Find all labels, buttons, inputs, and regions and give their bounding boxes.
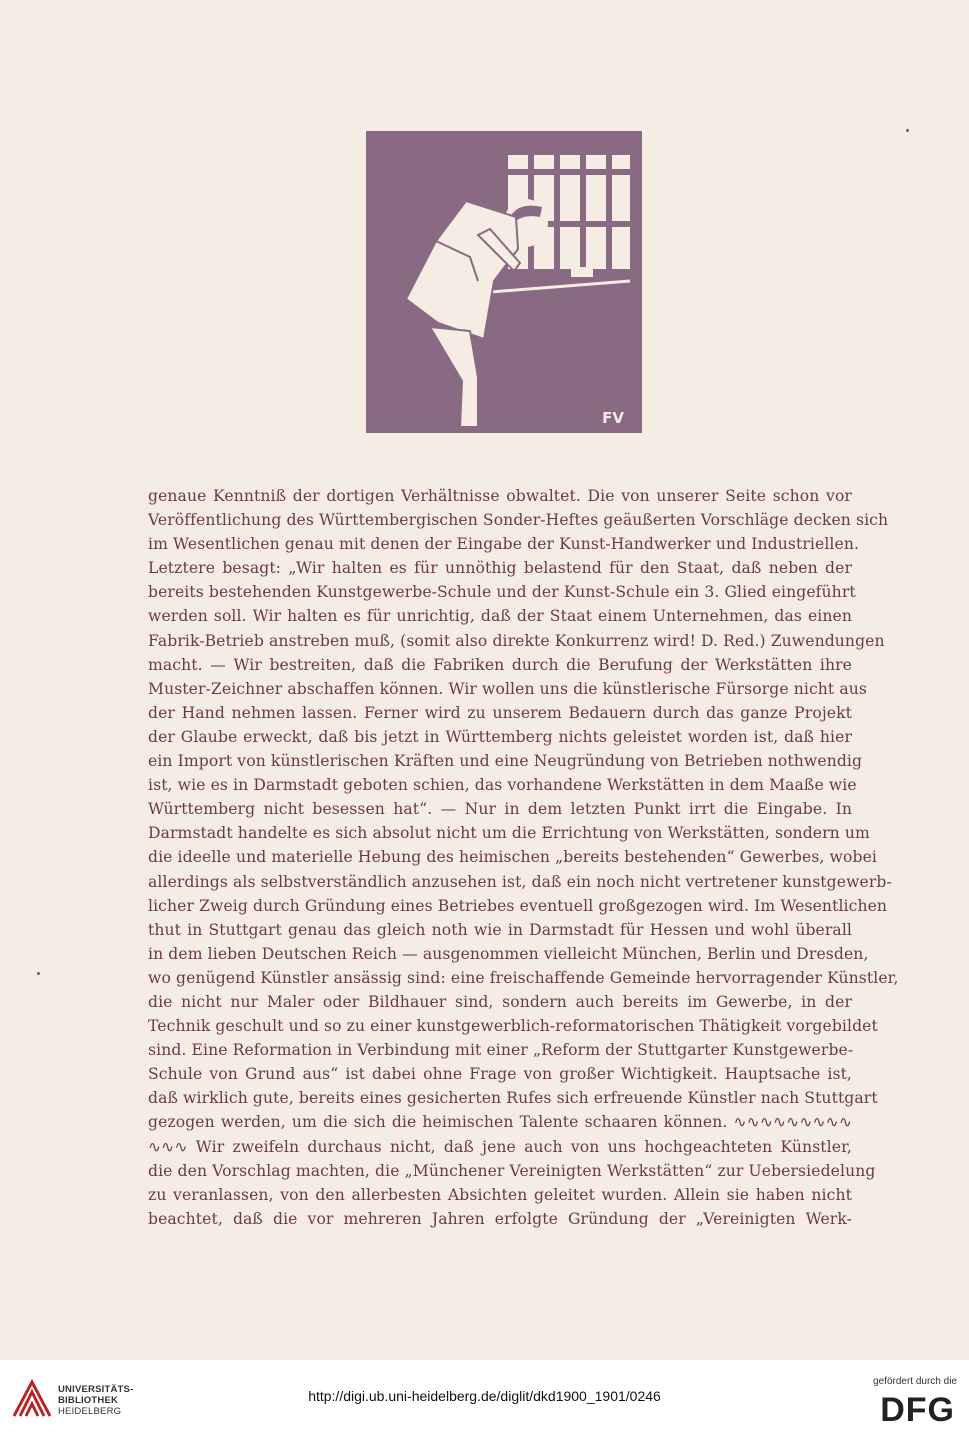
text-line: bereits bestehenden Kunstgewerbe-Schule und der Kunst-Schule ein 3. Glied eingeführt <box>148 583 856 602</box>
text-line: allerdings als selbstverständlich anzusehen ist, daß ein noch nicht vertretener kunstgewerb- <box>148 872 892 891</box>
text-line: die den Vorschlag machten, die „Münchener Vereinigten Werkstätten“ zur Uebersiedelung <box>148 1161 876 1180</box>
text-line: Letztere besagt: „Wir halten es für unnöthig belastend für den Staat, daß neben der <box>148 559 852 578</box>
text-line: zu veranlassen, von den allerbesten Absichten geleitet wurden. Allein sie haben nicht <box>148 1185 852 1204</box>
text-line: wo genügend Künstler ansässig sind: eine freischaffende Gemeinde hervorragender Künstler, <box>148 968 899 987</box>
text-line: sind. Eine Reformation in Verbindung mit einer „Reform der Stuttgarter Kunstgewerbe- <box>148 1041 854 1060</box>
funding-label: gefördert durch die <box>873 1376 957 1387</box>
permalink-url[interactable]: http://digi.ub.uni-heidelberg.de/diglit/dkd1900_1901/0246 <box>308 1388 661 1404</box>
text-line: beachtet, daß die vor mehreren Jahren erfolgte Gründung der „Vereinigten Werk- <box>148 1209 852 1228</box>
text-line: gezogen werden, um die sich die heimischen Talente schaaren können. ∿∿∿∿∿∿∿∿∿ <box>148 1113 852 1132</box>
text-line: in dem lieben Deutschen Reich — ausgenommen vielleicht München, Berlin und Dresden, <box>148 944 869 963</box>
text-line: die nicht nur Maler oder Bildhauer sind, sondern auch bereits im Gewerbe, in der <box>148 992 852 1011</box>
library-line-1: UNIVERSITÄTS- <box>58 1384 134 1395</box>
library-line-2: BIBLIOTHEK <box>58 1395 119 1406</box>
monogram-text: FV <box>602 409 624 427</box>
text-line: ein Import von künstlerischen Kräften und eine Neugründung von Betrieben nothwendig <box>148 752 863 771</box>
text-line: ist, wie es in Darmstadt geboten schien, das vorhandene Werkstätten in dem Maaße wie <box>148 776 857 795</box>
paper-speck <box>906 129 909 132</box>
text-line: die ideelle und materielle Hebung des heimischen „bereits bestehenden“ Gewerbes, wobei <box>148 848 877 867</box>
text-line: werden soll. Wir halten es für unrichtig, daß der Staat einem Unternehmen, das einen <box>148 607 852 626</box>
library-line-3: HEIDELBERG <box>58 1406 122 1417</box>
text-line: der Hand nehmen lassen. Ferner wird zu unserem Bedauern durch das ganze Projekt <box>148 703 852 722</box>
dfg-logo: DFG <box>880 1391 955 1429</box>
text-line: ∿∿∿ Wir zweifeln durchaus nicht, daß jene auch von uns hochgeachteten Künstler, <box>148 1137 852 1156</box>
text-line: Technik geschult und so zu einer kunstgewerblich-reformatorischen Thätigkeit vorgebildet <box>148 1017 878 1036</box>
text-line: im Wesentlichen genau mit denen der Eingabe der Kunst-Handwerker und Industriellen. <box>148 535 860 554</box>
text-line: licher Zweig durch Gründung eines Betriebes eventuell großgezogen wird. Im Wesentlichen <box>148 896 888 915</box>
text-line: Muster-Zeichner abschaffen können. Wir wollen uns die künstlerische Fürsorge nicht aus <box>148 679 867 698</box>
man-at-window-icon <box>366 131 642 433</box>
article-text <box>148 484 899 1231</box>
paper-speck <box>37 972 40 975</box>
text-line: Fabrik-Betrieb anstreben muß, (somit also direkte Konkurrenz wird! D. Red.) Zuwendungen <box>148 631 885 650</box>
text-line: Darmstadt handelte es sich absolut nicht um die Errichtung von Werkstätten, sondern um <box>148 824 870 843</box>
text-line: Schule von Grund aus“ ist dabei ohne Frage von großer Wichtigkeit. Hauptsache ist, <box>148 1065 852 1084</box>
text-line: Veröffentlichung des Württembergischen Sonder-Heftes geäußerten Vorschläge decken sich <box>148 511 889 530</box>
text-line: genaue Kenntniß der dortigen Verhältnisse obwaltet. Die von unserer Seite schon vor <box>148 487 852 505</box>
woodcut-vignette <box>366 131 642 433</box>
text-line: der Glaube erweckt, daß bis jetzt in Württemberg nichts geleistet worden ist, daß hier <box>148 727 852 746</box>
text-line: Württemberg nicht besessen hat“. — Nur in dem letzten Punkt irrt die Eingabe. In <box>148 800 852 819</box>
text-line: daß wirklich gute, bereits eines gesicherten Rufes sich erfreuende Künstler nach Stuttgart <box>148 1089 878 1108</box>
text-line: macht. — Wir bestreiten, daß die Fabriken durch die Berufung der Werkstätten ihre <box>148 655 852 674</box>
text-line: thut in Stuttgart genau das gleich noth wie in Darmstadt für Hessen und wohl überall <box>148 920 852 939</box>
